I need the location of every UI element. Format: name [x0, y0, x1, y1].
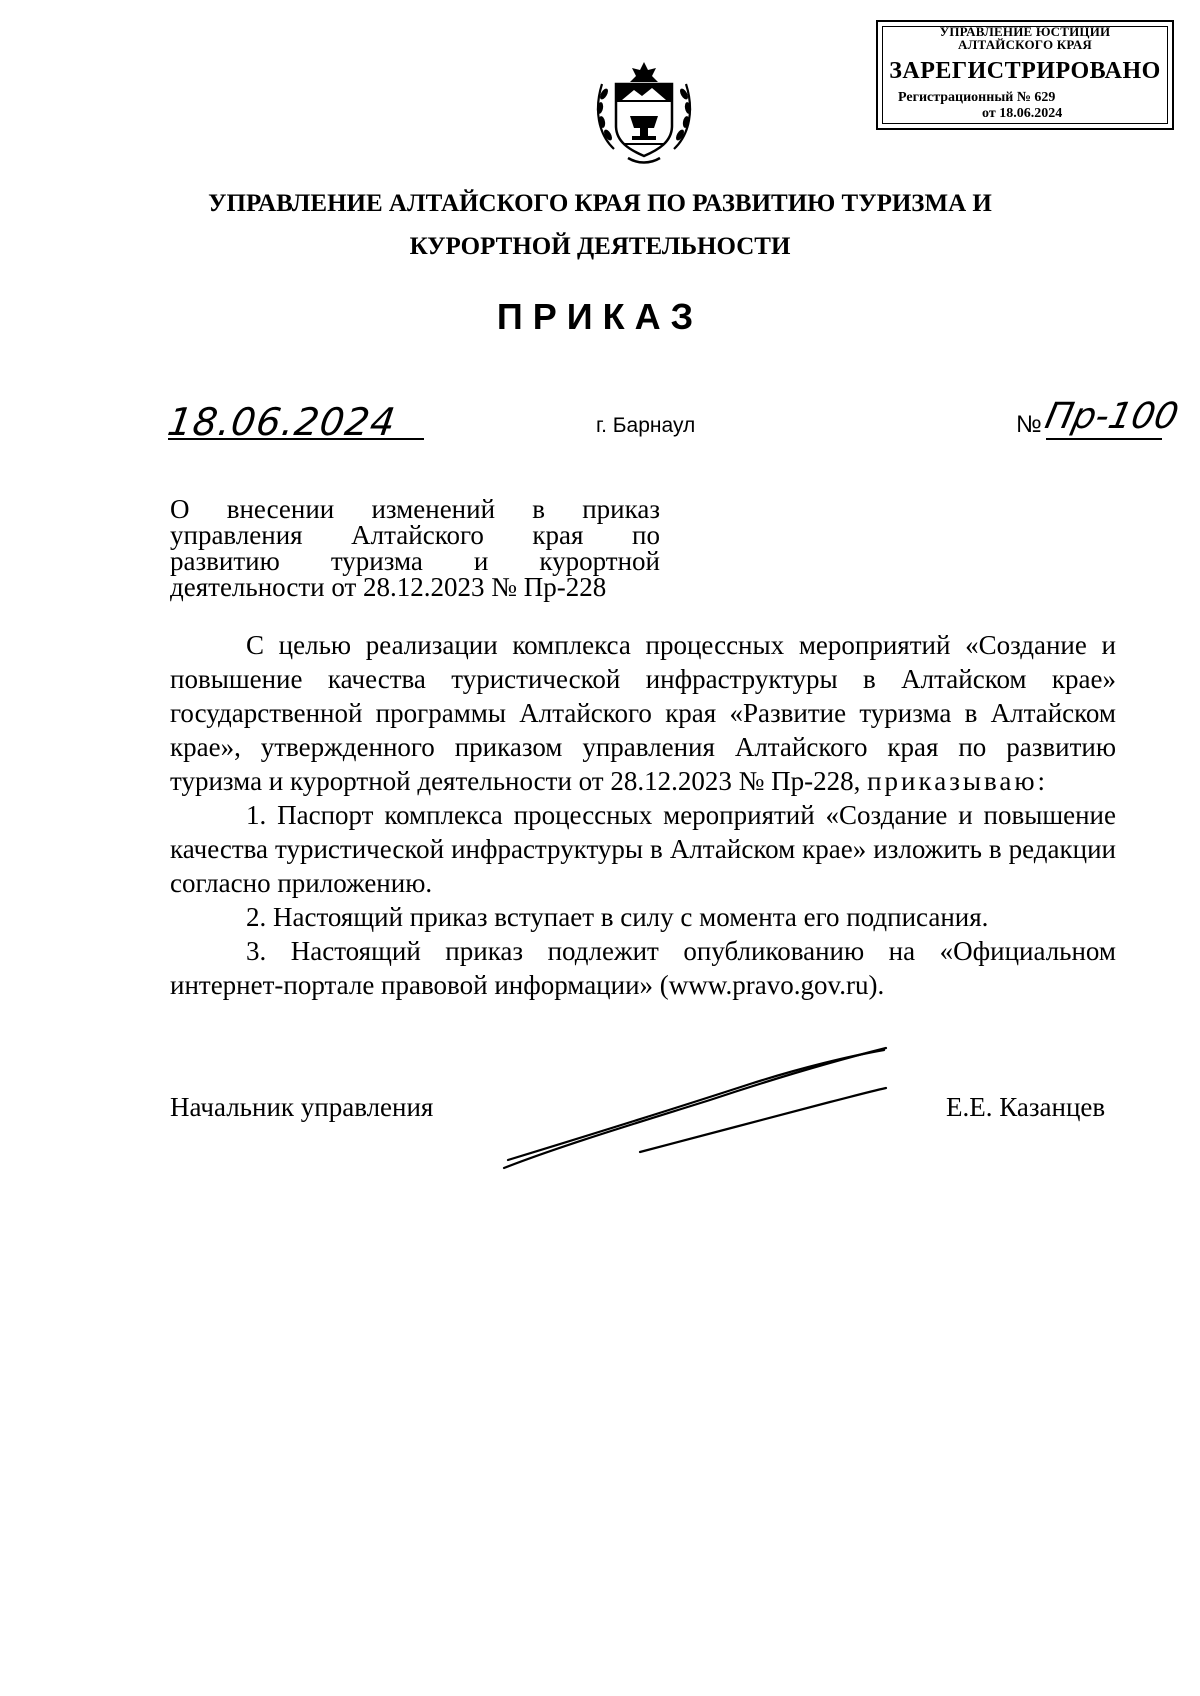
handwritten-date: 18.06.2024: [164, 400, 399, 444]
subject-line: развитию туризма и курортной: [170, 546, 660, 576]
altai-krai-coat-of-arms-icon: [584, 54, 704, 172]
city: г. Барнаул: [596, 414, 696, 437]
document-type-title: ПРИКАЗ: [496, 296, 704, 337]
stamp-title: ЗАРЕГИСТРИРОВАНО: [889, 58, 1161, 84]
preamble-text: С целью реализации комплекса процессных мероприятий «Создание и повышение качества туристической инфраструктуры в Алтайском крае» государственной программы Алтайского края «Развитие туризма в Алтайском крае», утвержденного приказом управления Алтайского края по развитию туризма и курортной деятельности от 28.12.2023 № Пр-228,: [170, 630, 1116, 796]
signatory-name: Е.Е. Казанцев: [946, 1092, 1106, 1122]
order-item: 1. Паспорт комплекса процессных мероприятий «Создание и повышение качества туристической инфраструктуры в Алтайском крае» изложить в редакции согласно приложению.: [170, 800, 1116, 898]
subject-line: управления Алтайского края по: [170, 520, 660, 550]
subject-line: деятельности от 28.12.2023 № Пр-228: [170, 572, 607, 602]
subject-block: [170, 496, 660, 600]
signatory-position: Начальник управления: [170, 1092, 434, 1122]
handwritten-signature-icon: [500, 1040, 890, 1180]
order-item: 2. Настоящий приказ вступает в силу с момента его подписания.: [246, 902, 989, 932]
number-sign: №: [1016, 411, 1042, 438]
handwritten-number: Пр-100: [1041, 396, 1182, 437]
order-item: 3. Настоящий приказ подлежит опубликованию на «Официальном интернет-портале правовой информации» (www.pravo.gov.ru).: [170, 936, 1116, 1000]
subject-line: О внесении изменений в приказ: [170, 494, 660, 524]
org-title-line1: УПРАВЛЕНИЕ АЛТАЙСКОГО КРАЯ ПО РАЗВИТИЮ ТУРИЗМА И: [208, 190, 992, 217]
preamble-paragraph: [170, 628, 1116, 798]
document-body: [170, 628, 1116, 1002]
stamp-org-line1: УПРАВЛЕНИЕ ЮСТИЦИИ: [939, 24, 1111, 39]
stamp-reg-number: Регистрационный № 629: [898, 90, 1056, 105]
order-word: приказываю:: [867, 766, 1049, 796]
org-title-line2: КУРОРТНОЙ ДЕЯТЕЛЬНОСТИ: [409, 233, 791, 260]
registration-stamp: [876, 20, 1174, 130]
date-underline: [168, 438, 424, 440]
stamp-reg-date: от 18.06.2024: [982, 106, 1063, 121]
stamp-org-line2: АЛТАЙСКОГО КРАЯ: [958, 37, 1092, 52]
number-underline: [1046, 438, 1162, 440]
